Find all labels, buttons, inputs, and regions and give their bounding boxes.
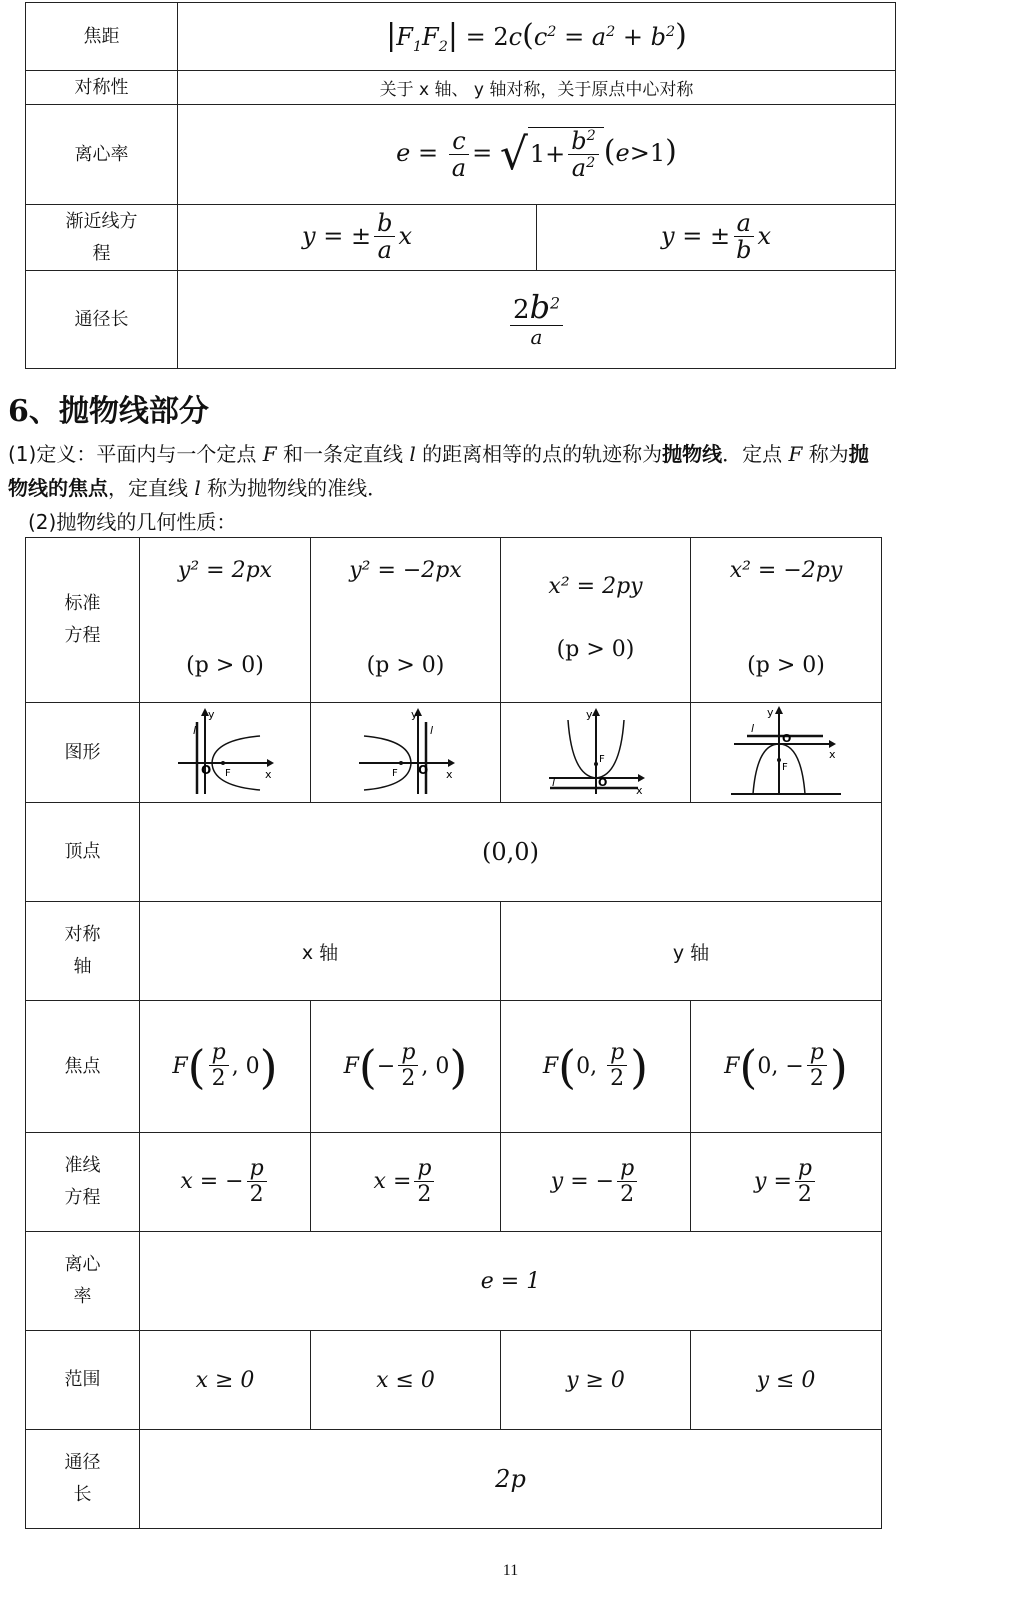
directrix-1: x = − $\frac{p}{2}$ bbox=[140, 1133, 311, 1232]
label-parabola-latus: 通径 长 bbox=[26, 1430, 140, 1529]
svg-text:x: x bbox=[829, 747, 836, 761]
row-figure bbox=[26, 703, 882, 803]
svg-text:x: x bbox=[635, 783, 643, 796]
row-asymptote bbox=[26, 205, 896, 271]
svg-text:y: y bbox=[208, 707, 215, 721]
focus-4: F(0, − $\frac{p}{2}$ ) bbox=[691, 1001, 882, 1133]
label-parabola-eccentricity: 离心 率 bbox=[26, 1232, 140, 1331]
row-latus-rectum bbox=[26, 271, 896, 369]
equation-1: y² = 2px (p > 0) bbox=[140, 538, 311, 703]
properties-title: (2)抛物线的几何性质： bbox=[28, 510, 237, 534]
label-focal-distance: 焦距 bbox=[26, 3, 178, 71]
svg-text:O: O bbox=[597, 775, 607, 789]
parabola-left-graph bbox=[356, 706, 456, 796]
parabola-properties-table bbox=[25, 537, 882, 1529]
label-focus: 焦点 bbox=[26, 1001, 140, 1133]
eccentricity-value: e = 1 bbox=[140, 1232, 882, 1331]
range-4: y ≤ 0 bbox=[691, 1331, 882, 1430]
axis-x: x 轴 bbox=[140, 902, 501, 1001]
section-heading: 6、抛物线部分 bbox=[8, 394, 209, 429]
focal-distance-formula: $|F_1F_2| = 2c(c^2 = a^2 + b^2)$ bbox=[178, 3, 896, 71]
equation-2: y² = −2px (p > 0) bbox=[311, 538, 501, 703]
label-range: 范围 bbox=[26, 1331, 140, 1430]
label-latus-rectum: 通径长 bbox=[26, 271, 178, 369]
svg-text:F: F bbox=[391, 767, 398, 779]
eccentricity-formula: e = $\frac{c}{a}$ = √1+ $\frac{b^2}{a^2}$ (e>1) bbox=[178, 105, 896, 205]
svg-text:y: y bbox=[585, 707, 593, 721]
latus-rectum-formula: $\frac{2b^2}{a}$ bbox=[178, 271, 896, 369]
equation-3: x² = 2py (p > 0) bbox=[501, 538, 691, 703]
range-1: x ≥ 0 bbox=[140, 1331, 311, 1430]
label-axis: 对称 轴 bbox=[26, 902, 140, 1001]
label-eccentricity: 离心率 bbox=[26, 105, 178, 205]
row-eccentricity bbox=[26, 105, 896, 205]
asymptote-left: y = ± $\frac{b}{a}$ x bbox=[178, 205, 537, 271]
svg-text:F: F bbox=[598, 753, 605, 765]
label-figure: 图形 bbox=[26, 703, 140, 803]
svg-text:l: l bbox=[751, 721, 755, 735]
parabola-down-graph bbox=[731, 706, 841, 796]
graph-2 bbox=[311, 703, 501, 803]
graph-4 bbox=[691, 703, 882, 803]
svg-text:y: y bbox=[410, 707, 418, 721]
label-directrix: 准线 方程 bbox=[26, 1133, 140, 1232]
svg-text:l: l bbox=[429, 723, 433, 737]
label-asymptote: 渐近线方 程 bbox=[26, 205, 178, 271]
parabola-up-graph bbox=[546, 706, 646, 796]
row-vertex bbox=[26, 803, 882, 902]
directrix-4: y = $\frac{p}{2}$ bbox=[691, 1133, 882, 1232]
definition-line-1: (1)定义：平面内与一个定点 F 和一条定直线 l 的距离相等的点的轨迹称为抛物线．定点 F 称为抛 bbox=[8, 442, 869, 466]
axis-y: y 轴 bbox=[501, 902, 882, 1001]
row-parabola-latus bbox=[26, 1430, 882, 1529]
symmetry-text: 关于 x 轴、 y 轴对称，关于原点中心对称 bbox=[178, 71, 896, 105]
row-standard-equation bbox=[26, 538, 882, 703]
hyperbola-properties-table bbox=[25, 2, 896, 369]
svg-text:l: l bbox=[193, 723, 197, 737]
definition-line-2: 物线的焦点，定直线 l 称为抛物线的准线． bbox=[8, 476, 388, 500]
directrix-2: x = $\frac{p}{2}$ bbox=[311, 1133, 501, 1232]
vertex-value: (0,0) bbox=[140, 803, 882, 902]
focus-2: F(− $\frac{p}{2}$ , 0) bbox=[311, 1001, 501, 1133]
range-3: y ≥ 0 bbox=[501, 1331, 691, 1430]
svg-text:F: F bbox=[225, 767, 231, 779]
label-symmetry: 对称性 bbox=[26, 71, 178, 105]
focus-1: F( $\frac{p}{2}$ , 0) bbox=[140, 1001, 311, 1133]
label-vertex: 顶点 bbox=[26, 803, 140, 902]
range-2: x ≤ 0 bbox=[311, 1331, 501, 1430]
svg-text:O: O bbox=[782, 731, 792, 745]
svg-text:l: l bbox=[551, 775, 555, 789]
svg-text:O: O bbox=[201, 762, 212, 777]
latus-value: 2p bbox=[140, 1430, 882, 1529]
svg-text:F: F bbox=[782, 761, 788, 773]
label-standard-equation: 标准 方程 bbox=[26, 538, 140, 703]
row-focal-distance bbox=[26, 3, 896, 71]
row-axis bbox=[26, 902, 882, 1001]
directrix-3: y = − $\frac{p}{2}$ bbox=[501, 1133, 691, 1232]
equation-4: x² = −2py (p > 0) bbox=[691, 538, 882, 703]
svg-text:y: y bbox=[767, 705, 774, 719]
graph-3 bbox=[501, 703, 691, 803]
row-symmetry bbox=[26, 71, 896, 105]
graph-1 bbox=[140, 703, 311, 803]
asymptote-right: y = ± $\frac{a}{b}$ x bbox=[537, 205, 896, 271]
row-focus bbox=[26, 1001, 882, 1133]
svg-text:O: O bbox=[417, 762, 428, 777]
row-directrix bbox=[26, 1133, 882, 1232]
focus-3: F(0, $\frac{p}{2}$ ) bbox=[501, 1001, 691, 1133]
svg-text:x: x bbox=[265, 767, 272, 781]
svg-text:x: x bbox=[445, 767, 453, 781]
page-number: 11 bbox=[502, 1562, 519, 1579]
row-parabola-eccentricity bbox=[26, 1232, 882, 1331]
row-range bbox=[26, 1331, 882, 1430]
parabola-right-graph bbox=[175, 706, 275, 796]
